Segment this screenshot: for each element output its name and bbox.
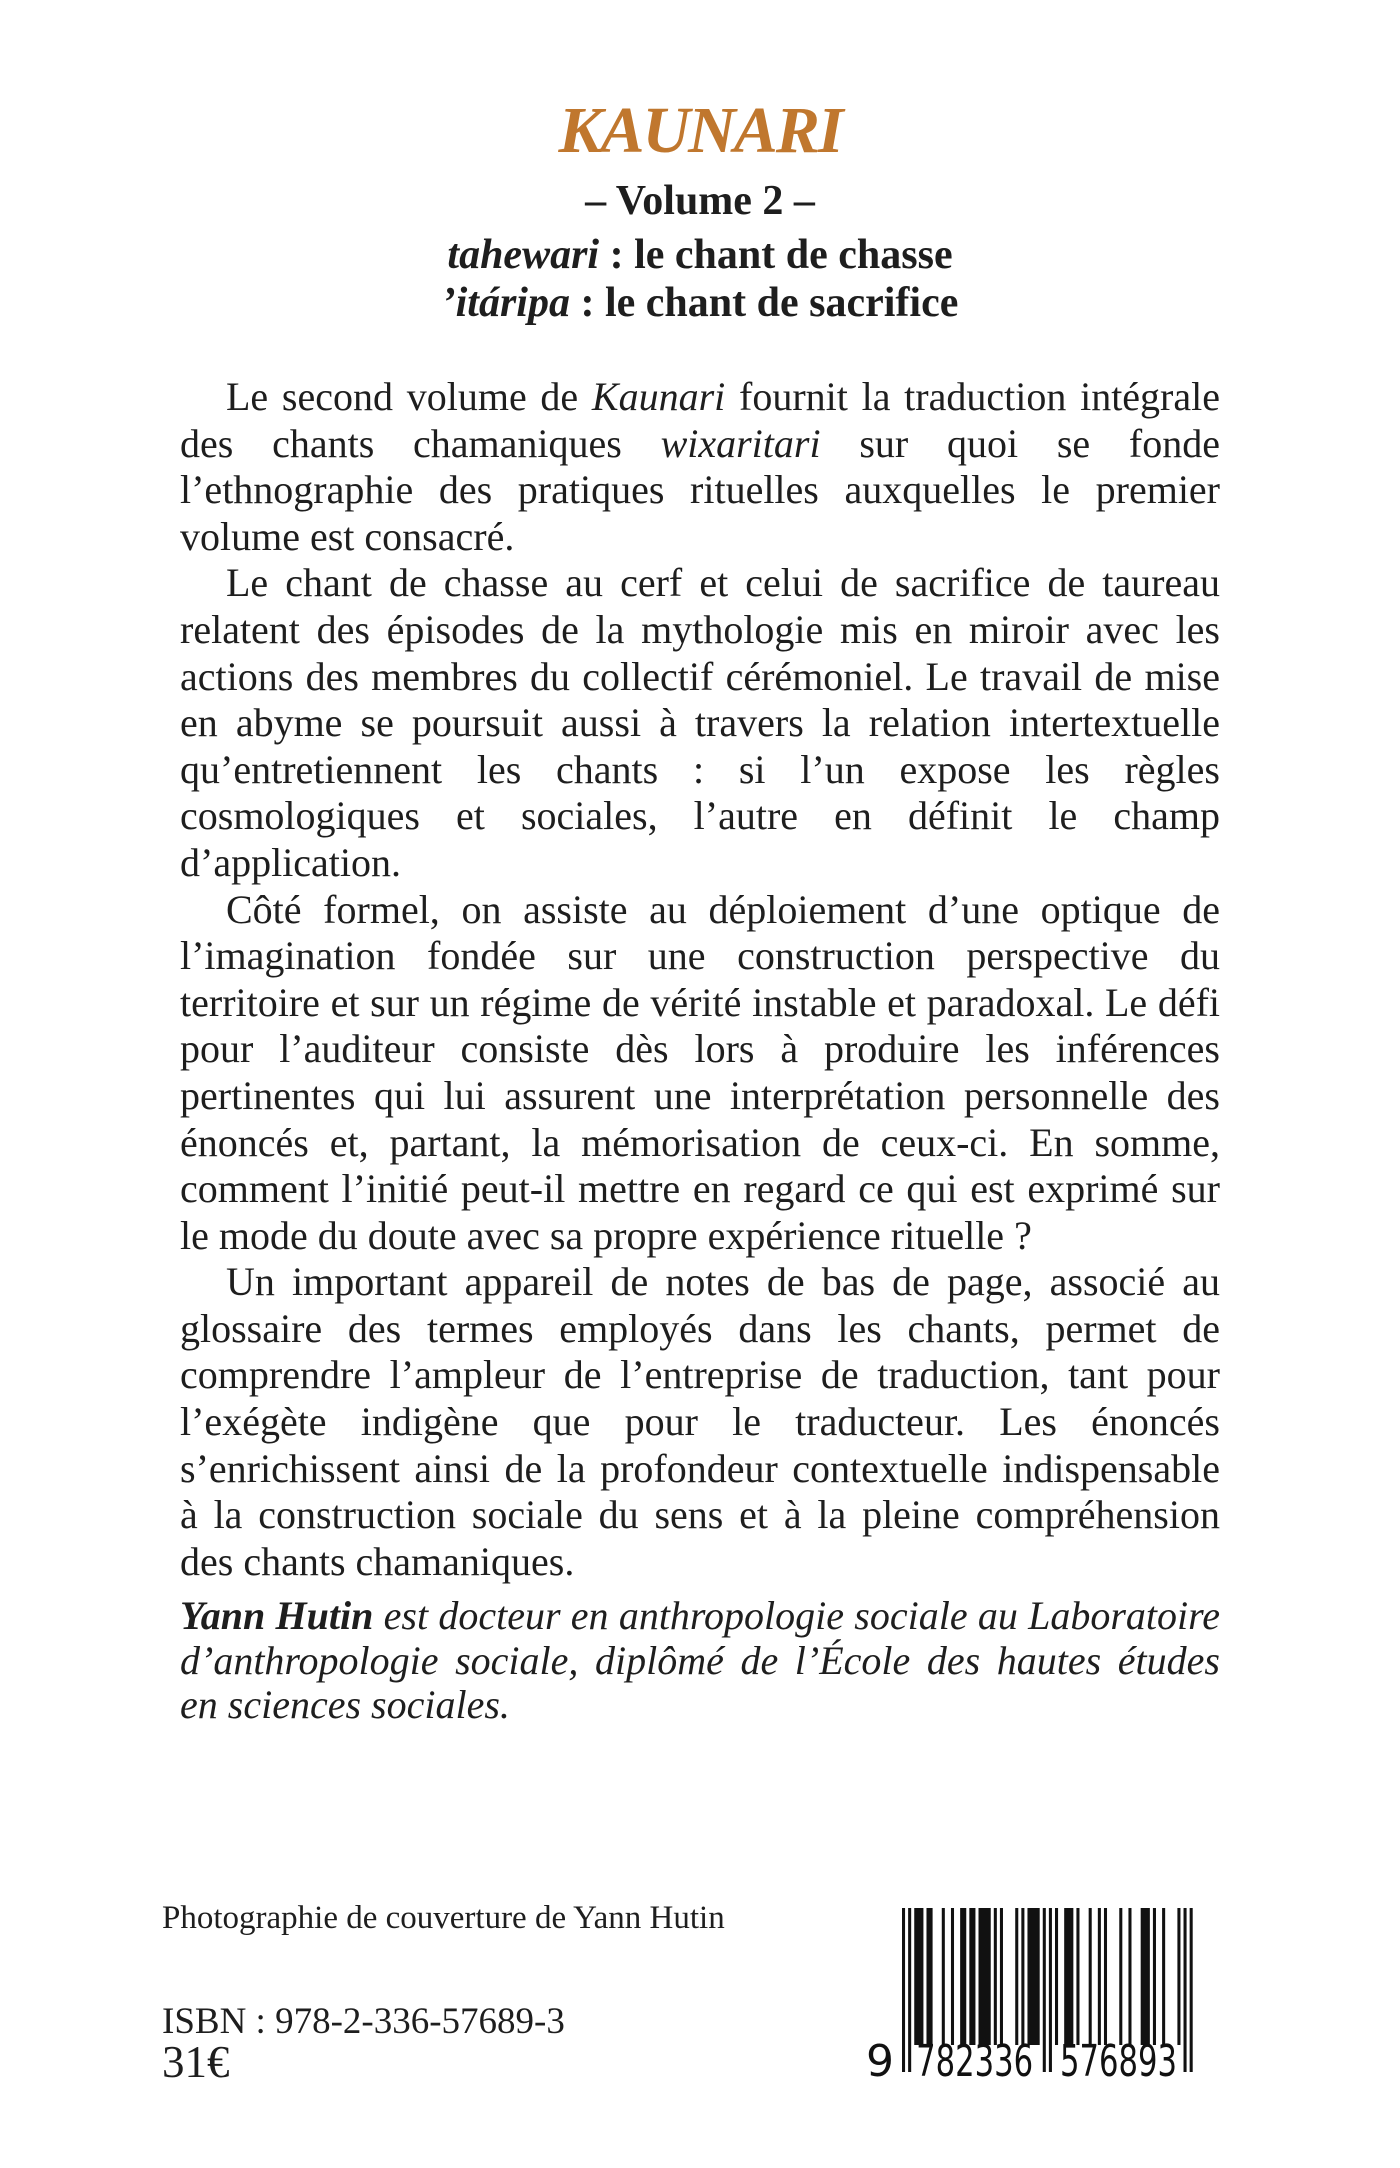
subtitle-chant-de-sacrifice: ’itáripa : le chant de sacrifice	[441, 280, 959, 326]
barcode-container	[866, 1908, 1202, 2087]
author-bio: Yann Hutin est docteur en anthropologie sociale au Laboratoire d’anthropologie sociale, diplômé de l’École des hautes études en sciences sociales.	[180, 1593, 1220, 1727]
volume-line: – Volume 2 –	[585, 178, 815, 224]
synopsis-paragraph-4: Un important appareil de notes de bas de page, associé au glossaire des termes employés dans les chants, permet de comprendre l’ampleur de l’entreprise de traduction, tant pour l’exégète indigène que pour le traducteur. Les énoncés s’enrichissent ainsi de la profondeur contextuelle indispensable à la construction sociale du sens et à la pleine compréhension des chants chamaniques.	[180, 1259, 1220, 1584]
photo-credit: Photographie de couverture de Yann Hutin	[162, 1900, 725, 1936]
svg-text:782336: 782336	[916, 2036, 1034, 2087]
synopsis	[180, 374, 1220, 1585]
subtitle-chant-de-chasse: tahewari : le chant de chasse	[447, 232, 953, 278]
svg-text:576893: 576893	[1060, 2036, 1177, 2087]
book-title: KAUNARI	[558, 94, 842, 167]
synopsis-paragraph-1: Le second volume de Kaunari fournit la traduction intégrale des chants chamaniques wixaritari sur quoi se fonde l’ethnographie des pratiques rituelles auxquelles le premier volume est consacré.	[180, 374, 1220, 559]
ean13-barcode	[866, 1908, 1202, 2087]
isbn-text: ISBN : 978-2-336-57689-3	[162, 2001, 565, 2042]
svg-text:9: 9	[866, 2036, 894, 2087]
synopsis-paragraph-3: Côté formel, on assiste au déploiement d’une optique de l’imagination fondée sur une construction perspective du territoire et sur un régime de vérité instable et paradoxal. Le défi pour l’auditeur consiste dès lors à produire les inférences pertinentes qui lui assurent une interprétation personnelle des énoncés et, partant, la mémorisation de ceux-ci. En somme, comment l’initié peut-il mettre en regard ce qui est exprimé sur le mode du doute avec sa propre expérience rituelle ?	[180, 886, 1220, 1258]
synopsis-paragraph-2: Le chant de chasse au cerf et celui de sacrifice de taureau relatent des épisodes de la mythologie mis en miroir avec les actions des membres du collectif cérémoniel. Le travail de mise en abyme se poursuit aussi à travers la relation intertextuelle qu’entretiennent les chants : si l’un expose les règles cosmologiques et sociales, l’autre en définit le champ d’application.	[180, 560, 1220, 885]
price-text: 31€	[162, 2037, 230, 2087]
